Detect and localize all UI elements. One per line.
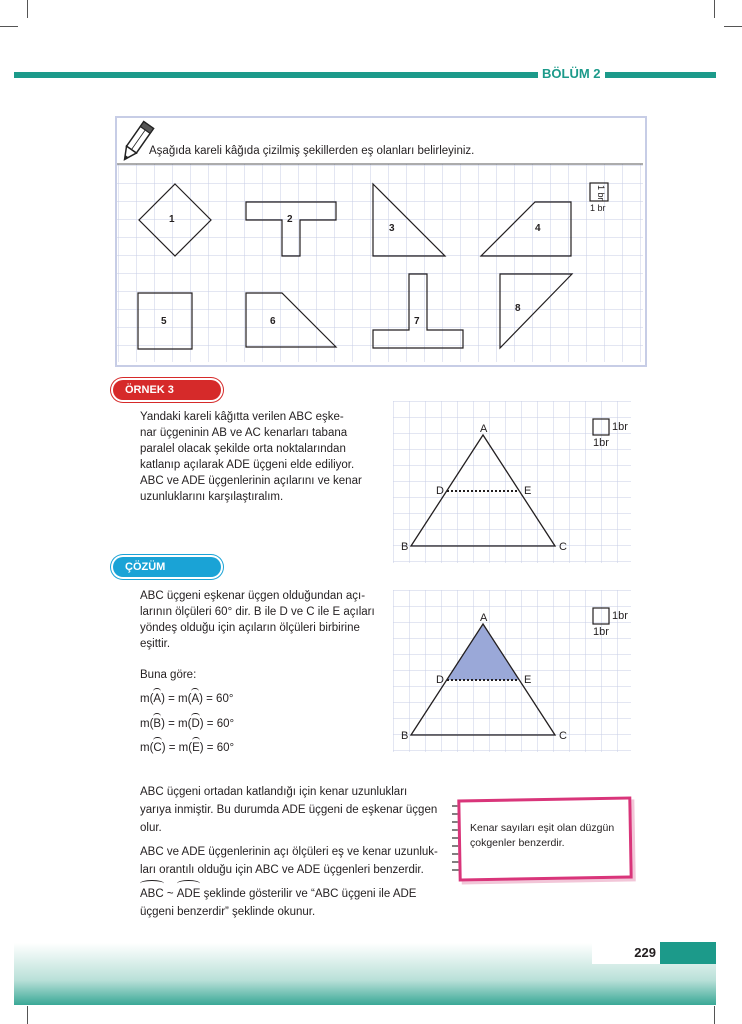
solution-line: ABC üçgeni eşkenar üçgen olduğundan açı- (140, 590, 366, 602)
similarity-statement (140, 885, 416, 921)
example-figure (393, 401, 633, 565)
crop-mark (0, 26, 18, 27)
example-line: paralel olacak şekilde orta noktalarından (140, 443, 346, 455)
equation-c (140, 742, 234, 754)
shape-label-8: 8 (515, 303, 521, 314)
similarity-text: şeklinde gösterilir ve “ABC üçgeni ile ADE (200, 888, 417, 900)
conclusion-line: ları orantılı olduğu için ABC ve ADE üçgenleri benzerdir. (140, 864, 424, 876)
eq-text: ) = 60° (199, 742, 235, 754)
unit-label-right: 1br (612, 421, 628, 433)
unit-label-below: 1br (593, 626, 609, 638)
note-line: Kenar sayıları eşit olan düzgün (470, 822, 615, 834)
example-badge: ÖRNEK 3 (113, 380, 221, 400)
example-line: katlanıp açılarak ADE üçgeni elde ediliyor. (140, 459, 355, 471)
conclusion-line: ABC üçgeni ortadan katlandığı için kenar uzunlukları (140, 786, 408, 798)
crop-mark (714, 0, 715, 18)
label-e: E (524, 485, 532, 497)
example-line: nar üçgeninin AB ve AC kenarları tabana (140, 427, 348, 439)
crop-mark (714, 1006, 715, 1024)
crop-mark (724, 26, 742, 27)
eq-text: m( (140, 693, 154, 705)
solution-figure (393, 590, 633, 754)
shape-label-6: 6 (270, 316, 276, 327)
crop-mark (27, 1006, 28, 1024)
conclusion-line: yarıya inmiştir. Bu durumda ADE üçgeni de eşkenar üçgen (140, 804, 438, 816)
label-c: C (559, 730, 567, 742)
header-rule (14, 72, 716, 78)
label-c: C (559, 541, 567, 553)
unit-label-side: 1 br (596, 185, 606, 201)
solution-text (140, 588, 375, 652)
eq-text: m( (140, 718, 154, 730)
eq-text: ) = 60° (199, 693, 234, 705)
solution-line: larının ölçüleri 60° dir. B ile D ve C ile E açıları (140, 606, 375, 618)
shape-label-1: 1 (169, 214, 175, 225)
solution-line: yöndeş olduğu için açıların ölçüleri birbirine (140, 622, 360, 634)
shape-label-7: 7 (414, 316, 420, 327)
shape-label-2: 2 (287, 214, 293, 225)
angle-c: C (153, 742, 162, 754)
angle-e: E (192, 742, 200, 754)
solution-badge: ÇÖZÜM (113, 557, 221, 577)
conclusion-line: ABC ve ADE üçgenlerinin açı ölçüleri eş ve kenar uzunluk- (140, 846, 438, 858)
equation-a (140, 693, 233, 705)
equation-b (140, 718, 234, 730)
unit-label-below: 1br (593, 437, 609, 449)
solution-line: eşittir. (140, 638, 171, 650)
page-number-tab (660, 942, 716, 964)
buna-gore: Buna göre: (140, 669, 197, 681)
conclusion-para-1 (140, 783, 437, 837)
label-a: A (480, 423, 488, 435)
page-number: 229 (592, 942, 660, 964)
label-b: B (401, 541, 409, 553)
eq-text: m( (140, 742, 154, 754)
eq-text: ) = m( (161, 693, 192, 705)
note-line: çokgenler benzerdir. (470, 837, 565, 849)
example-line: Yandaki kareli kâğıtta verilen ABC eşke- (140, 411, 344, 423)
example-text (140, 409, 362, 505)
triangle-ade-notation: ADE (177, 885, 201, 903)
eq-text: ) = m( (161, 718, 192, 730)
shape-label-4: 4 (535, 223, 541, 234)
eq-text: ) = m( (161, 742, 193, 754)
example-line: uzunluklarını karşılaştıralım. (140, 491, 284, 503)
label-a: A (480, 612, 488, 624)
angle-b: B (153, 718, 162, 730)
activity-instruction: Aşağıda kareli kâğıda çizilmiş şekillerden eş olanları belirleyiniz. (149, 145, 475, 157)
angle-a-prime: A (191, 693, 200, 705)
angle-a: A (153, 693, 162, 705)
label-e: E (524, 674, 532, 686)
similar-operator: ~ (163, 888, 177, 900)
note-text (470, 821, 620, 851)
conclusion-para-2 (140, 843, 438, 879)
eq-text: ) = 60° (199, 718, 235, 730)
triangle-abc-notation: ABC (140, 885, 164, 903)
conclusion-line: olur. (140, 822, 162, 834)
section-title: BÖLÜM 2 (538, 66, 605, 81)
crop-mark (27, 0, 28, 18)
label-d: D (436, 485, 444, 497)
example-line: ABC ve ADE üçgenlerinin açılarını ve kenar (140, 475, 362, 487)
shape-label-5: 5 (161, 316, 167, 327)
shape-label-3: 3 (389, 223, 395, 234)
label-d: D (436, 674, 444, 686)
label-b: B (401, 730, 409, 742)
conclusion-line: üçgeni benzerdir” şeklinde okunur. (140, 906, 316, 918)
unit-label-right: 1br (612, 610, 628, 622)
unit-label-bottom: 1 br (590, 203, 606, 213)
angle-d: D (191, 718, 200, 730)
